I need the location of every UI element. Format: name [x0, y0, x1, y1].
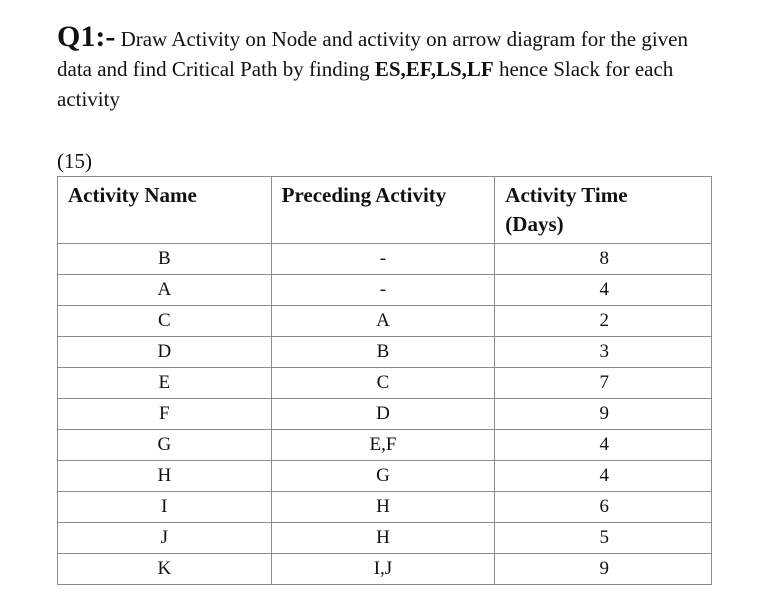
cell-time: 7 — [495, 368, 712, 399]
cell-preceding: A — [271, 306, 495, 337]
table-body — [58, 244, 712, 585]
cell-preceding: - — [271, 244, 495, 275]
cell-time: 6 — [495, 492, 712, 523]
cell-activity: F — [58, 399, 272, 430]
cell-time: 9 — [495, 554, 712, 585]
cell-preceding: - — [271, 275, 495, 306]
header-activity-time-line1: Activity Time — [505, 183, 628, 207]
cell-activity: C — [58, 306, 272, 337]
header-activity-name: Activity Name — [58, 177, 272, 244]
table-row — [58, 244, 712, 275]
cell-preceding: I,J — [271, 554, 495, 585]
header-activity-time-line2: (Days) — [505, 212, 564, 236]
cell-activity: B — [58, 244, 272, 275]
question-body-end: hence Slack for each activity — [57, 57, 674, 111]
question-text — [57, 22, 727, 114]
table-row — [58, 554, 712, 585]
table-row — [58, 368, 712, 399]
activity-table — [57, 176, 712, 585]
cell-time: 3 — [495, 337, 712, 368]
table-row — [58, 306, 712, 337]
question-number: Q1:- — [57, 20, 116, 53]
table-row — [58, 492, 712, 523]
table-row — [58, 337, 712, 368]
cell-activity: H — [58, 461, 272, 492]
cell-activity: G — [58, 430, 272, 461]
cell-activity: J — [58, 523, 272, 554]
cell-activity: A — [58, 275, 272, 306]
cell-preceding: D — [271, 399, 495, 430]
cell-activity: K — [58, 554, 272, 585]
cell-time: 5 — [495, 523, 712, 554]
table-row — [58, 461, 712, 492]
header-activity-time — [495, 177, 712, 244]
cell-preceding: H — [271, 523, 495, 554]
cell-time: 2 — [495, 306, 712, 337]
cell-time: 4 — [495, 275, 712, 306]
cell-activity: I — [58, 492, 272, 523]
question-body: Draw Activity on Node and activity on arrow diagram for the given data and find Critical Path by finding — [57, 27, 688, 81]
cell-time: 4 — [495, 461, 712, 492]
cell-activity: D — [58, 337, 272, 368]
cell-preceding: C — [271, 368, 495, 399]
cell-time: 9 — [495, 399, 712, 430]
cell-preceding: G — [271, 461, 495, 492]
cell-time: 4 — [495, 430, 712, 461]
header-preceding-activity: Preceding Activity — [271, 177, 495, 244]
table-row — [58, 523, 712, 554]
table-row — [58, 275, 712, 306]
cell-time: 8 — [495, 244, 712, 275]
table-row — [58, 430, 712, 461]
question-bold-terms: ES,EF,LS,LF — [374, 57, 494, 81]
marks-label: (15) — [57, 149, 92, 173]
table-header-row — [58, 177, 712, 244]
cell-preceding: B — [271, 337, 495, 368]
cell-activity: E — [58, 368, 272, 399]
cell-preceding: E,F — [271, 430, 495, 461]
cell-preceding: H — [271, 492, 495, 523]
table-row — [58, 399, 712, 430]
